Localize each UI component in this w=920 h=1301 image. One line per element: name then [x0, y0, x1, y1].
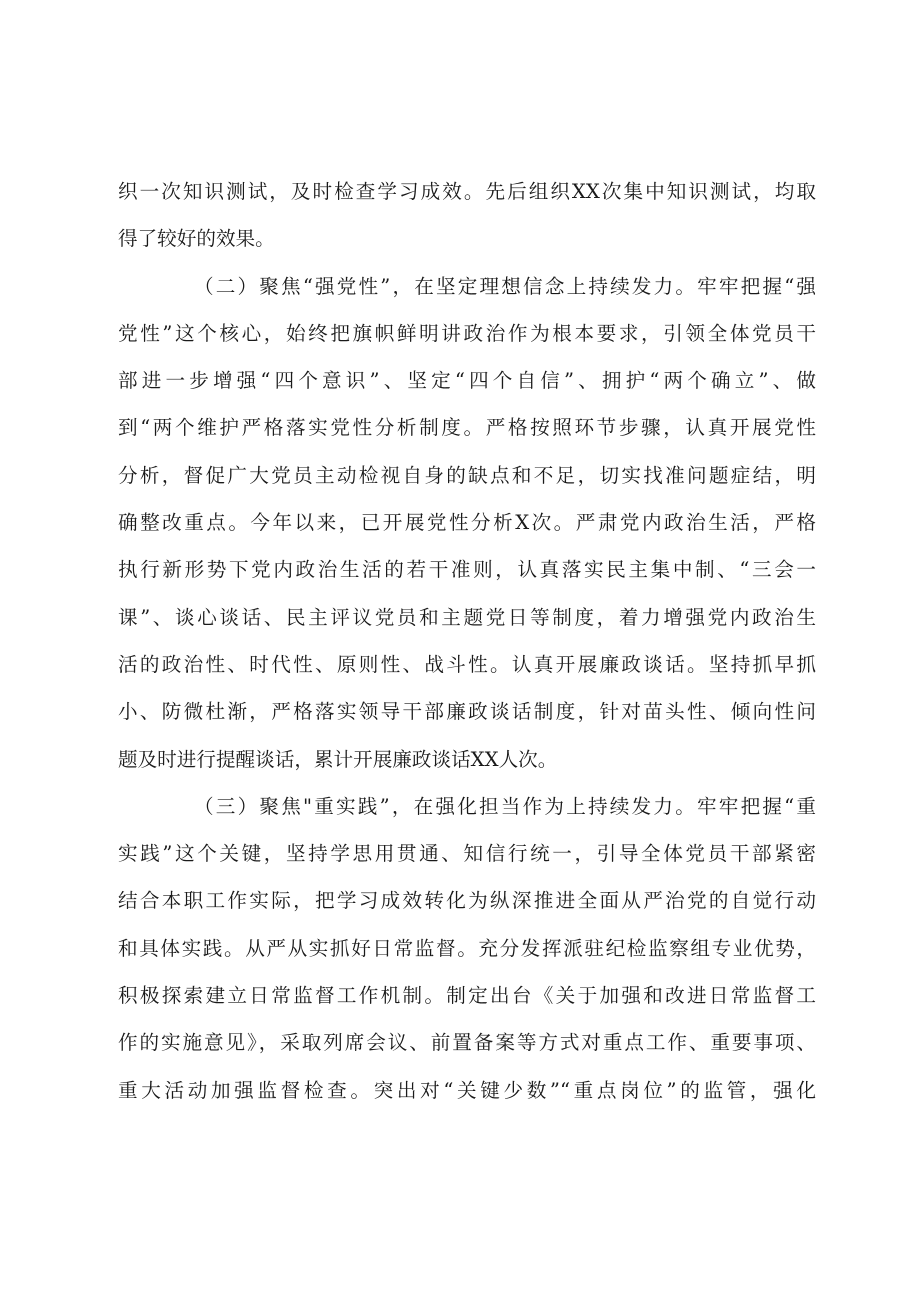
- section-heading-line: （二）聚焦“强党性”，在坚定理想信念上持续发力。牢牢把握“强: [194, 274, 816, 298]
- text-line: 得了较好的效果。: [118, 227, 275, 251]
- document-body: [118, 173, 816, 1119]
- text-line: 作的实施意见》，采取列席会议、前置备案等方式对重点工作、重要事项、: [118, 1031, 816, 1055]
- text-line: 积极探索建立日常监督工作机制。制定出台《关于加强和改进日常监督工: [118, 984, 816, 1008]
- text-line: 织一次知识测试，及时检查学习成效。先后组织XX次集中知识测试，均取: [118, 180, 816, 203]
- text-line: 小、防微杜渐，严格落实领导干部廉政谈话制度，针对苗头性、倾向性问: [118, 700, 816, 724]
- text-line: 课”、谈心谈话、民主评议党员和主题党日等制度，着力增强党内政治生: [118, 605, 816, 629]
- text-line: 确整改重点。今年以来，已开展党性分析X次。严肃党内政治生活，严格: [118, 511, 816, 535]
- text-line: 题及时进行提醒谈话，累计开展廉政谈话XX人次。: [118, 747, 558, 771]
- text-line: 重大活动加强监督检查。突出对“关键少数”“重点岗位”的监管，强化: [118, 1078, 816, 1102]
- text-line: 实践”这个关键，坚持学思用贯通、知信行统一，引导全体党员干部紧密: [118, 842, 816, 866]
- paragraph-2: [118, 268, 816, 788]
- text-line: 和具体实践。从严从实抓好日常监督。充分发挥派驻纪检监察组专业优势，: [118, 936, 816, 960]
- text-line: 执行新形势下党内政治生活的若干准则，认真落实民主集中制、“三会一: [118, 558, 816, 582]
- text-line: 结合本职工作实际，把学习成效转化为纵深推进全面从严治党的自觉行动: [118, 889, 816, 913]
- section-heading-line: （三）聚焦"重实践”，在强化担当作为上持续发力。牢牢把握“重: [194, 794, 816, 818]
- text-line: 到“两个维护严格落实党性分析制度。严格按照环节步骤，认真开展党性: [118, 416, 816, 440]
- text-line: 党性”这个核心，始终把旗帜鲜明讲政治作为根本要求，引领全体党员干: [118, 321, 816, 345]
- paragraph-3: [118, 788, 816, 1119]
- text-line: 分析，督促广大党员主动检视自身的缺点和不足，切实找准问题症结，明: [118, 463, 816, 487]
- paragraph-1: [118, 173, 816, 268]
- text-line: 活的政治性、时代性、原则性、战斗性。认真开展廉政谈话。坚持抓早抓: [118, 652, 816, 676]
- text-line: 部进一步增强“四个意识”、坚定“四个自信”、拥护“两个确立”、做: [118, 369, 816, 393]
